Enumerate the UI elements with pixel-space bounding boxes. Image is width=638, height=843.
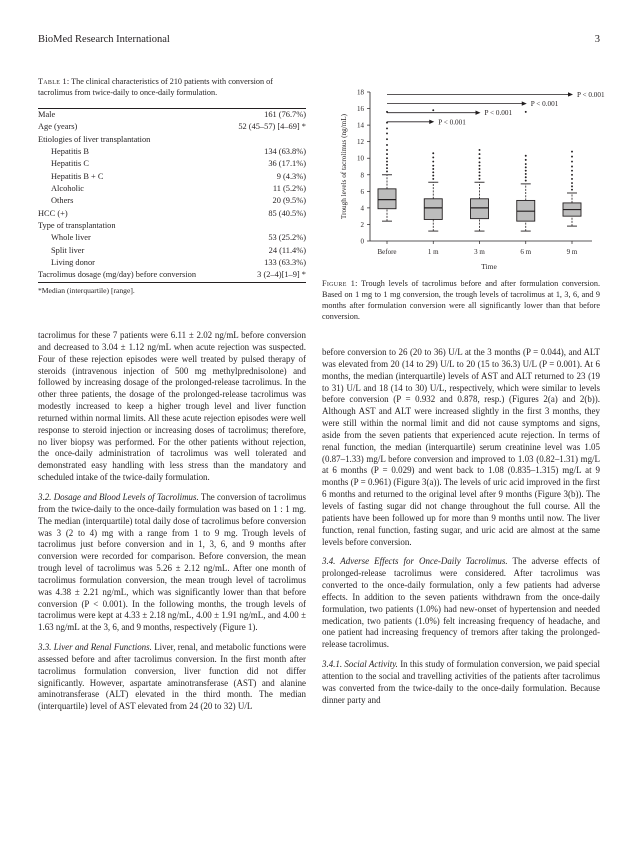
- table-cell-label: Split liver: [51, 245, 85, 255]
- section-3-4: [322, 556, 600, 651]
- outlier-point: [571, 166, 573, 168]
- figure-1-chart: [322, 76, 605, 276]
- significance-arrowhead: [568, 92, 573, 96]
- outlier-point: [432, 168, 434, 170]
- outlier-point: [432, 178, 434, 180]
- outlier-point: [479, 171, 481, 173]
- table-cell-label: Hepatitis B: [51, 147, 89, 157]
- table-cell-label: HCC (+): [38, 208, 68, 218]
- figure-caption: [322, 278, 600, 322]
- x-tick-label: 6 m: [520, 248, 532, 256]
- table-cell-value: 3 (2–4)[1–9] *: [257, 270, 306, 280]
- table-cell-value: 161 (76.7%): [264, 110, 306, 119]
- outlier-point: [479, 157, 481, 159]
- table-cell-value: 36 (17.1%): [268, 159, 306, 169]
- outlier-point: [479, 153, 481, 155]
- outlier-point: [525, 159, 527, 161]
- table-cell-value: 52 (45–57) [4–69] *: [238, 122, 306, 132]
- table-row: [38, 134, 306, 146]
- section-3-2-text: The conversion of tacrolimus from the twice-daily to the once-daily formulation was based on 1 : 1 mg. The median (interquartile) total daily dose of tacrolimus before conversion was 3 (2 to 4) mg with a range from 1 to 9 mg. Trough levels of tacrolimus just before conversion and in 1, 3, 6, and 9 months after conversion were recorded for comparison. Before conversion, the mean trough level of tacrolimus was 5.26 ± 2.12 ng/mL. After one month of tacrolimus formulation conversion, the mean trough level of tacrolimus was 4.38 ± 2.21 ng/mL, which was significantly lower than that before conversion (P < 0.001). In the following months, the trough levels of tacrolimus were kept at 4.33 ± 2.18 ng/mL, 4.00 ± 1.91 ng/mL, and 4.00 ± 1.63 ng/mL at the 3, 6, and 9 months, respectively (Figure 1).: [38, 491, 306, 633]
- outlier-point: [432, 171, 434, 173]
- table-row: [38, 245, 306, 257]
- outlier-point: [525, 111, 527, 113]
- table-cell-value: 133 (63.3%): [264, 258, 306, 268]
- table-caption-text: : The clinical characteristics of 210 patients with conversion of tacrolimus from twice-daily to once-daily formulation.: [38, 77, 273, 97]
- left-column-text: [38, 330, 306, 713]
- table-body: [38, 109, 306, 282]
- table-cell-value: 20 (9.5%): [272, 196, 306, 206]
- outlier-point: [432, 175, 434, 177]
- boxplot-svg: [322, 76, 605, 276]
- table-row: [38, 158, 306, 170]
- section-3-3: [38, 642, 306, 713]
- table-bottom-rule: [38, 282, 306, 283]
- outlier-point: [479, 165, 481, 167]
- outlier-point: [525, 155, 527, 157]
- outlier-point: [525, 176, 527, 178]
- section-3-3-text: Liver, renal, and metabolic functions were assessed before and after tacrolimus conversion. In the first month after tacrolimus formulation conversion, liver function did not differ significantly. However, aspartate aminotransferase (AST) and alanine aminotransferase (ALT) elevated in the third month. The median (interquartile) level of AST elevated from 24 (20 to 32) U/L: [38, 642, 306, 712]
- section-3-2: [38, 492, 306, 634]
- section-3-4-text: The adverse effects of prolonged-release tacrolimus were considered. After tacrolimus was converted to the once-daily formulation, only a few patients had adverse effects. In addition to the seven patients withdrawn from the once-daily formulation, two patients (1.0%) had new-onset of hypertension and needed medication, two patients (1.0%) felt increasing frequency of headache, and one patient had increasing frequency of tremors after taking the prolonged-release tacrolimus.: [322, 556, 600, 650]
- right-column-text: [322, 347, 600, 706]
- significance-label: P < 0.001: [438, 118, 466, 127]
- outlier-point: [386, 157, 388, 159]
- outlier-point: [386, 161, 388, 163]
- outlier-point: [386, 149, 388, 151]
- section-3-4-heading: 3.4. Adverse Effects for Once-Daily Tacrolimus.: [322, 556, 508, 567]
- table-row: [38, 171, 306, 183]
- outlier-point: [571, 189, 573, 191]
- table-row: [38, 257, 306, 269]
- outlier-point: [386, 132, 388, 134]
- section-3-4-1-heading: 3.4.1. Social Activity.: [322, 659, 398, 670]
- table-cell-value: 85 (40.5%): [268, 208, 306, 218]
- table-cell-label: Tacrolimus dosage (mg/day) before conversion: [38, 270, 197, 280]
- outlier-point: [479, 178, 481, 180]
- running-header-page-number: 3: [594, 34, 600, 45]
- table-row: [38, 208, 306, 220]
- section-3-4-1-text: In this study of formulation conversion, we paid special attention to the social and travelling activities of the patients after tacrolimus was converted from the twice-daily to the once-daily formulation. Because dinner party and: [322, 659, 600, 705]
- outlier-point: [525, 166, 527, 168]
- significance-label: P < 0.001: [577, 90, 605, 99]
- outlier-point: [571, 182, 573, 184]
- table-cell-value: 134 (63.8%): [264, 147, 306, 157]
- x-tick-label: Before: [377, 248, 397, 256]
- outlier-point: [386, 144, 388, 146]
- box-iqr: [471, 199, 489, 219]
- table-row: [38, 220, 306, 232]
- x-tick-label: 1 m: [427, 248, 439, 256]
- table-row: [38, 109, 306, 121]
- y-tick-label: 12: [357, 138, 364, 147]
- outlier-point: [432, 152, 434, 154]
- paragraph-liver-renal-results: before conversion to 26 (20 to 36) U/L at the 3 months (P = 0.044), and ALT was elevated from 20 (14 to 29) U/L to 20 (15 to 36.3) U/L (P = 0.001). At 6 months, the median (interquartile) levels of AST and ALT returned to 23 (19 to 31) U/L and 18 (14 to 30) U/L, respectively, which were similar to levels before conversion (P = 0.932 and 0.878, resp.) (Figures 2(a) and 2(b)). Although AST and ALT were increased slightly in the first 3 months, they were still within the normal limit and did not cause symptoms and signs, aside from the seven patients that experienced acute rejection. In terms of renal function, the median (interquartile) serum creatinine level was 1.05 (0.87–1.33) mg/L before conversion and improved to 1.03 (0.82–1.31) mg/L at 6 months (P = 0.029) and went back to 1.08 (0.835–1.315) mg/L at 9 months (P = 0.961) (Figure 3(a)). The levels of uric acid improved in the first 6 months and returned to the original level after 9 months (Figure 3(b)). The levels of fasting sugar did not change throughout the full course. All the patients have been followed up for more than 9 months until now. The liver function, renal function, fasting sugar, and uric acid are almost at the same levels before conversion.: [322, 347, 600, 547]
- outlier-point: [479, 149, 481, 151]
- section-3-4-1: [322, 659, 600, 706]
- table-cell-label: Others: [51, 196, 74, 206]
- box-iqr: [424, 199, 442, 220]
- figure-caption-text: : Trough levels of tacrolimus before and after formulation conversion. Based on 1 mg to 1 mg conversion, the trough levels of tacrolimus at 1, 3, 6, and 9 months after formulation conversion were all significantly lower than that before conversion.: [322, 279, 600, 322]
- table-footnote: *Median (interquartile) [range].: [38, 285, 135, 295]
- running-header-journal: BioMed Research International: [38, 34, 170, 45]
- outlier-point: [386, 127, 388, 129]
- y-tick-label: 16: [357, 105, 364, 114]
- outlier-point: [525, 163, 527, 165]
- outlier-point: [386, 171, 388, 173]
- significance-arrowhead: [476, 110, 481, 114]
- y-tick-label: 10: [357, 154, 364, 163]
- table-cell-value: 53 (25.2%): [268, 233, 306, 243]
- significance-arrowhead: [429, 120, 434, 124]
- outlier-point: [432, 109, 434, 111]
- y-tick-label: 8: [360, 171, 364, 180]
- table-cell-label: Etiologies of liver transplantation: [38, 134, 151, 144]
- table-cell-label: Hepatitis C: [51, 159, 89, 169]
- table-cell-value: 9 (4.3%): [276, 171, 306, 181]
- outlier-point: [525, 180, 527, 182]
- table-cell-label: Alcoholic: [51, 184, 85, 194]
- y-tick-label: 4: [360, 204, 364, 213]
- outlier-point: [571, 161, 573, 163]
- significance-label: P < 0.001: [530, 100, 559, 109]
- table-label: Table 1: [38, 77, 67, 86]
- x-axis-title: Time: [481, 262, 497, 271]
- table-cell-label: Whole liver: [51, 233, 91, 243]
- y-tick-label: 0: [360, 237, 364, 246]
- outlier-point: [571, 170, 573, 172]
- outlier-point: [386, 167, 388, 169]
- outlier-point: [525, 170, 527, 172]
- table-cell-label: Age (years): [38, 122, 78, 132]
- outlier-point: [571, 185, 573, 187]
- y-axis-title: Trough levels of tacrolimus (ng/mL): [340, 113, 348, 220]
- outlier-point: [571, 178, 573, 180]
- x-tick-label: 3 m: [474, 248, 485, 256]
- box-iqr: [378, 189, 396, 209]
- table-cell-label: Type of transplantation: [38, 221, 116, 231]
- outlier-point: [525, 173, 527, 175]
- table-row: [38, 232, 306, 244]
- table-cell-label: Living donor: [51, 258, 95, 268]
- section-3-2-heading: 3.2. Dosage and Blood Levels of Tacrolimus.: [38, 491, 199, 502]
- paragraph-rejection: tacrolimus for these 7 patients were 6.11 ± 2.02 ng/mL before conversion and decreased to 3.04 ± 1.12 ng/mL when acute rejection was suspected. Four of these rejection episodes were well treated by pulsed therapy of steroids (intravenous injection of 500 mg methylprednisolone) and followed by increasing dosage of the prolonged-release tacrolimus. In the other three patients, the dosage of the prolonged-release tacrolimus was modestly increased to keep a higher trough level and liver function returned within normal limits. All these acute rejection episodes were well response to steroid injection or increasing doses of tacrolimus; therefore, no liver biopsy was performed. For the other patients without rejection, the once-daily administration of tacrolimus was well tolerated and demonstrated easy handling with less stress than the mandatory and scheduled intake of the twice-daily formulation.: [38, 330, 306, 483]
- outlier-point: [479, 168, 481, 170]
- table-caption: [38, 76, 306, 98]
- outlier-point: [571, 174, 573, 176]
- outlier-point: [386, 138, 388, 140]
- table-cell-value: 24 (11.4%): [268, 245, 306, 255]
- table-cell-label: Hepatitis B + C: [51, 171, 104, 181]
- outlier-point: [432, 156, 434, 158]
- clinical-characteristics-table: [38, 108, 306, 295]
- outlier-point: [571, 156, 573, 158]
- table-row: [38, 183, 306, 195]
- table-row: [38, 146, 306, 158]
- significance-label: P < 0.001: [484, 109, 513, 118]
- y-tick-label: 14: [357, 121, 364, 130]
- outlier-point: [432, 165, 434, 167]
- outlier-point: [432, 161, 434, 163]
- y-tick-label: 6: [360, 187, 364, 196]
- table-row: [38, 195, 306, 207]
- table-row: [38, 121, 306, 133]
- y-tick-label: 2: [360, 220, 364, 229]
- table-cell-value: 11 (5.2%): [272, 184, 306, 194]
- x-tick-label: 9 m: [566, 248, 578, 256]
- outlier-point: [479, 161, 481, 163]
- outlier-point: [571, 151, 573, 153]
- table-row: [38, 269, 306, 281]
- table-cell-label: Male: [38, 110, 56, 119]
- outlier-point: [386, 153, 388, 155]
- outlier-point: [479, 175, 481, 177]
- section-3-3-heading: 3.3. Liver and Renal Functions.: [38, 642, 152, 653]
- figure-label: Figure 1: [322, 279, 356, 288]
- significance-arrowhead: [522, 101, 527, 105]
- y-tick-label: 18: [357, 88, 364, 97]
- outlier-point: [386, 164, 388, 166]
